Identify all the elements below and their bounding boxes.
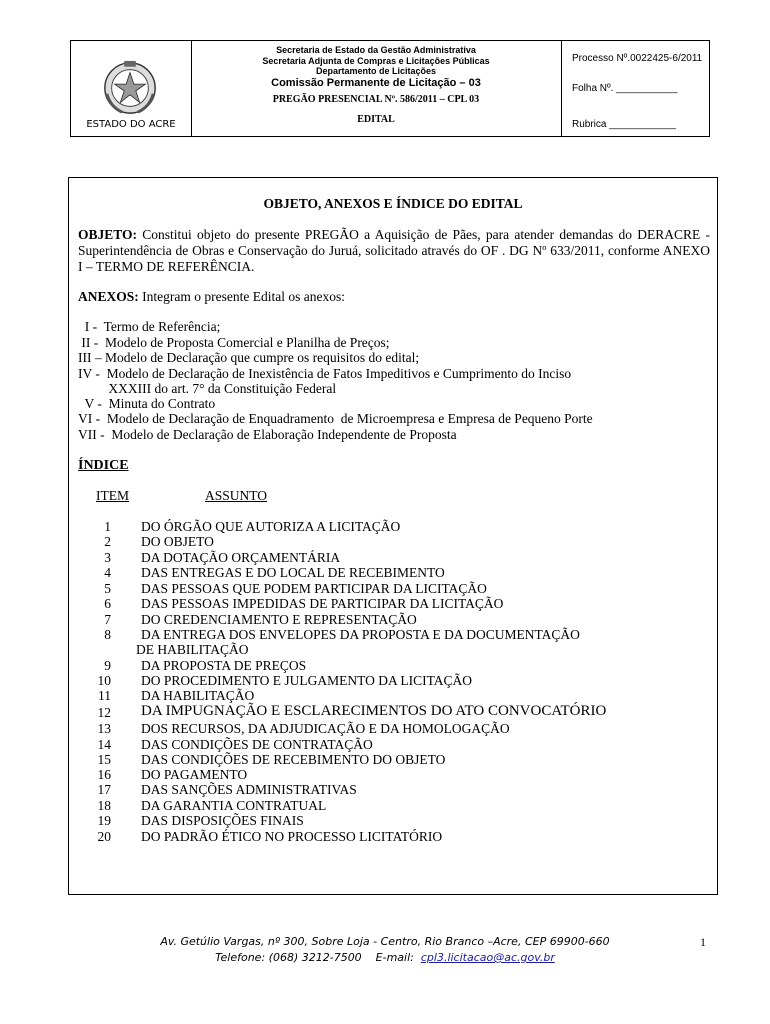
indice-item-number: 17 bbox=[97, 782, 111, 797]
indice-item-subject: DAS CONDIÇÕES DE CONTRATAÇÃO bbox=[141, 737, 373, 752]
annex-item: VI - Modelo de Declaração de Enquadramento de Microempresa e Empresa de Pequeno Porte bbox=[78, 411, 593, 426]
indice-item-subject: DO ÓRGÃO QUE AUTORIZA A LICITAÇÃO bbox=[141, 519, 401, 534]
indice-heading: ÍNDICE bbox=[78, 458, 129, 473]
header-commission: Comissão Permanente de Licitação – 03 bbox=[271, 76, 481, 89]
indice-item-subject: DA IMPUGNAÇÃO E ESCLARECIMENTOS DO ATO CONVOCATÓRIO bbox=[141, 703, 607, 719]
document-header bbox=[70, 40, 710, 137]
indice-item-number: 4 bbox=[104, 565, 111, 580]
objeto-paragraph bbox=[78, 227, 710, 275]
indice-item-number: 14 bbox=[97, 737, 111, 752]
footer-phone: Telefone: (068) 3212-7500 E-mail: bbox=[215, 951, 421, 964]
indice-item-subject: DA ENTREGA DOS ENVELOPES DA PROPOSTA E DA DOCUMENTAÇÃO bbox=[141, 627, 580, 642]
indice-item-subject: DO PADRÃO ÉTICO NO PROCESSO LICITATÓRIO bbox=[141, 829, 443, 844]
indice-item-number: 10 bbox=[97, 673, 111, 688]
header-seal-cell bbox=[71, 41, 192, 136]
annex-item: II - Modelo de Proposta Comercial e Planilha de Preços; bbox=[78, 335, 390, 350]
annex-item: V - Minuta do Contrato bbox=[78, 396, 216, 411]
indice-item-number: 7 bbox=[104, 612, 111, 627]
footer-email-link[interactable]: cpl3.licitacao@ac.gov.br bbox=[420, 951, 555, 964]
indice-item-subject: DAS PESSOAS QUE PODEM PARTICIPAR DA LICITAÇÃO bbox=[141, 581, 487, 596]
footer-contact bbox=[0, 950, 770, 966]
indice-item-subject: DAS PESSOAS IMPEDIDAS DE PARTICIPAR DA LICITAÇÃO bbox=[141, 596, 504, 611]
indice-item-number: 13 bbox=[97, 721, 111, 736]
indice-item-subject: DAS CONDIÇÕES DE RECEBIMENTO DO OBJETO bbox=[141, 752, 446, 767]
indice-item-number: 19 bbox=[97, 813, 111, 828]
annex-item: I - Termo de Referência; bbox=[78, 319, 221, 334]
indice-item-subject: DA HABILITAÇÃO bbox=[141, 688, 255, 703]
anexos-text: Integram o presente Edital os anexos: bbox=[138, 289, 345, 304]
indice-col-assunto: ASSUNTO bbox=[205, 488, 268, 503]
annex-item: III – Modelo de Declaração que cumpre os requisitos do edital; bbox=[78, 350, 420, 365]
header-line-2: Secretaria Adjunta de Compras e Licitações Públicas bbox=[262, 55, 490, 66]
annex-item: VII - Modelo de Declaração de Elaboração Independente de Proposta bbox=[78, 427, 457, 442]
process-number: Processo Nº.0022425-6/2011 bbox=[572, 53, 703, 64]
indice-item-subject: DA GARANTIA CONTRATUAL bbox=[141, 798, 327, 813]
indice-item-subject: DO CREDENCIAMENTO E REPRESENTAÇÃO bbox=[141, 612, 417, 627]
indice-item-number: 20 bbox=[97, 829, 111, 844]
indice-item-subject: DOS RECURSOS, DA ADJUDICAÇÃO E DA HOMOLOGAÇÃO bbox=[141, 721, 510, 736]
indice-item-subject-cont: DE HABILITAÇÃO bbox=[136, 642, 249, 657]
section-title: OBJETO, ANEXOS E ÍNDICE DO EDITAL bbox=[263, 196, 523, 211]
indice-item-number: 11 bbox=[98, 688, 111, 703]
header-edital: EDITAL bbox=[357, 114, 395, 125]
indice-item-number: 8 bbox=[104, 627, 111, 642]
indice-item-number: 6 bbox=[104, 596, 111, 611]
page-number: 1 bbox=[700, 935, 706, 949]
indice-item-number: 18 bbox=[97, 798, 111, 813]
indice-item-subject: DA PROPOSTA DE PREÇOS bbox=[141, 658, 307, 673]
indice-item-number: 3 bbox=[104, 550, 111, 565]
indice-item-subject: DO PROCEDIMENTO E JULGAMENTO DA LICITAÇÃO bbox=[141, 673, 473, 688]
state-seal-icon bbox=[101, 59, 159, 117]
indice-item-subject: DO OBJETO bbox=[141, 534, 214, 549]
indice-item-number: 16 bbox=[97, 767, 111, 782]
folha-field: Folha Nº. ___________ bbox=[572, 83, 678, 94]
indice-item-number: 9 bbox=[104, 658, 111, 673]
anexos-label: ANEXOS: bbox=[78, 289, 139, 304]
header-line-3: Departamento de Licitações bbox=[315, 66, 437, 76]
indice-item-subject: DAS ENTREGAS E DO LOCAL DE RECEBIMENTO bbox=[141, 565, 445, 580]
objeto-label: OBJETO: bbox=[78, 227, 138, 242]
header-line-1: Secretaria de Estado da Gestão Administrativa bbox=[276, 45, 476, 55]
indice-item-subject: DAS SANÇÕES ADMINISTRATIVAS bbox=[141, 782, 357, 797]
indice-item-subject: DO PAGAMENTO bbox=[141, 767, 248, 782]
anexos-intro bbox=[78, 289, 345, 305]
annex-item: IV - Modelo de Declaração de Inexistência de Fatos Impeditivos e Cumprimento do Inciso bbox=[78, 366, 572, 381]
indice-item-subject: DAS DISPOSIÇÕES FINAIS bbox=[141, 813, 304, 828]
indice-item-number: 2 bbox=[104, 534, 111, 549]
indice-item-number: 15 bbox=[97, 752, 111, 767]
annex-item: XXXIII do art. 7° da Constituição Federal bbox=[78, 381, 337, 396]
indice-item-subject: DA DOTAÇÃO ORÇAMENTÁRIA bbox=[141, 550, 341, 565]
state-name: ESTADO DO ACRE bbox=[86, 119, 176, 130]
indice-item-number: 12 bbox=[97, 705, 111, 720]
indice-col-item: ITEM bbox=[96, 488, 129, 503]
edital-content-box bbox=[68, 177, 718, 895]
objeto-text: Constitui objeto do presente PREGÃO a Aquisição de Pães, para atender demandas do DERACRE - Superintendência de Obras e Conservação do Juruá, solicitado através do OF . DG Nº 633/2011, conforme ANEXO I – TERMO DE REFERÊNCIA. bbox=[78, 227, 710, 274]
indice-item-number: 5 bbox=[104, 581, 111, 596]
header-institution bbox=[191, 45, 561, 126]
header-pregao: PREGÃO PRESENCIAL Nº. 586/2011 – CPL 03 bbox=[272, 93, 480, 105]
indice-item-number: 1 bbox=[104, 519, 111, 534]
footer-address: Av. Getúlio Vargas, nº 300, Sobre Loja - Centro, Rio Branco –Acre, CEP 69900-660 bbox=[160, 935, 610, 948]
rubrica-field: Rubrica ____________ bbox=[572, 119, 676, 130]
header-process-cell bbox=[561, 41, 710, 136]
